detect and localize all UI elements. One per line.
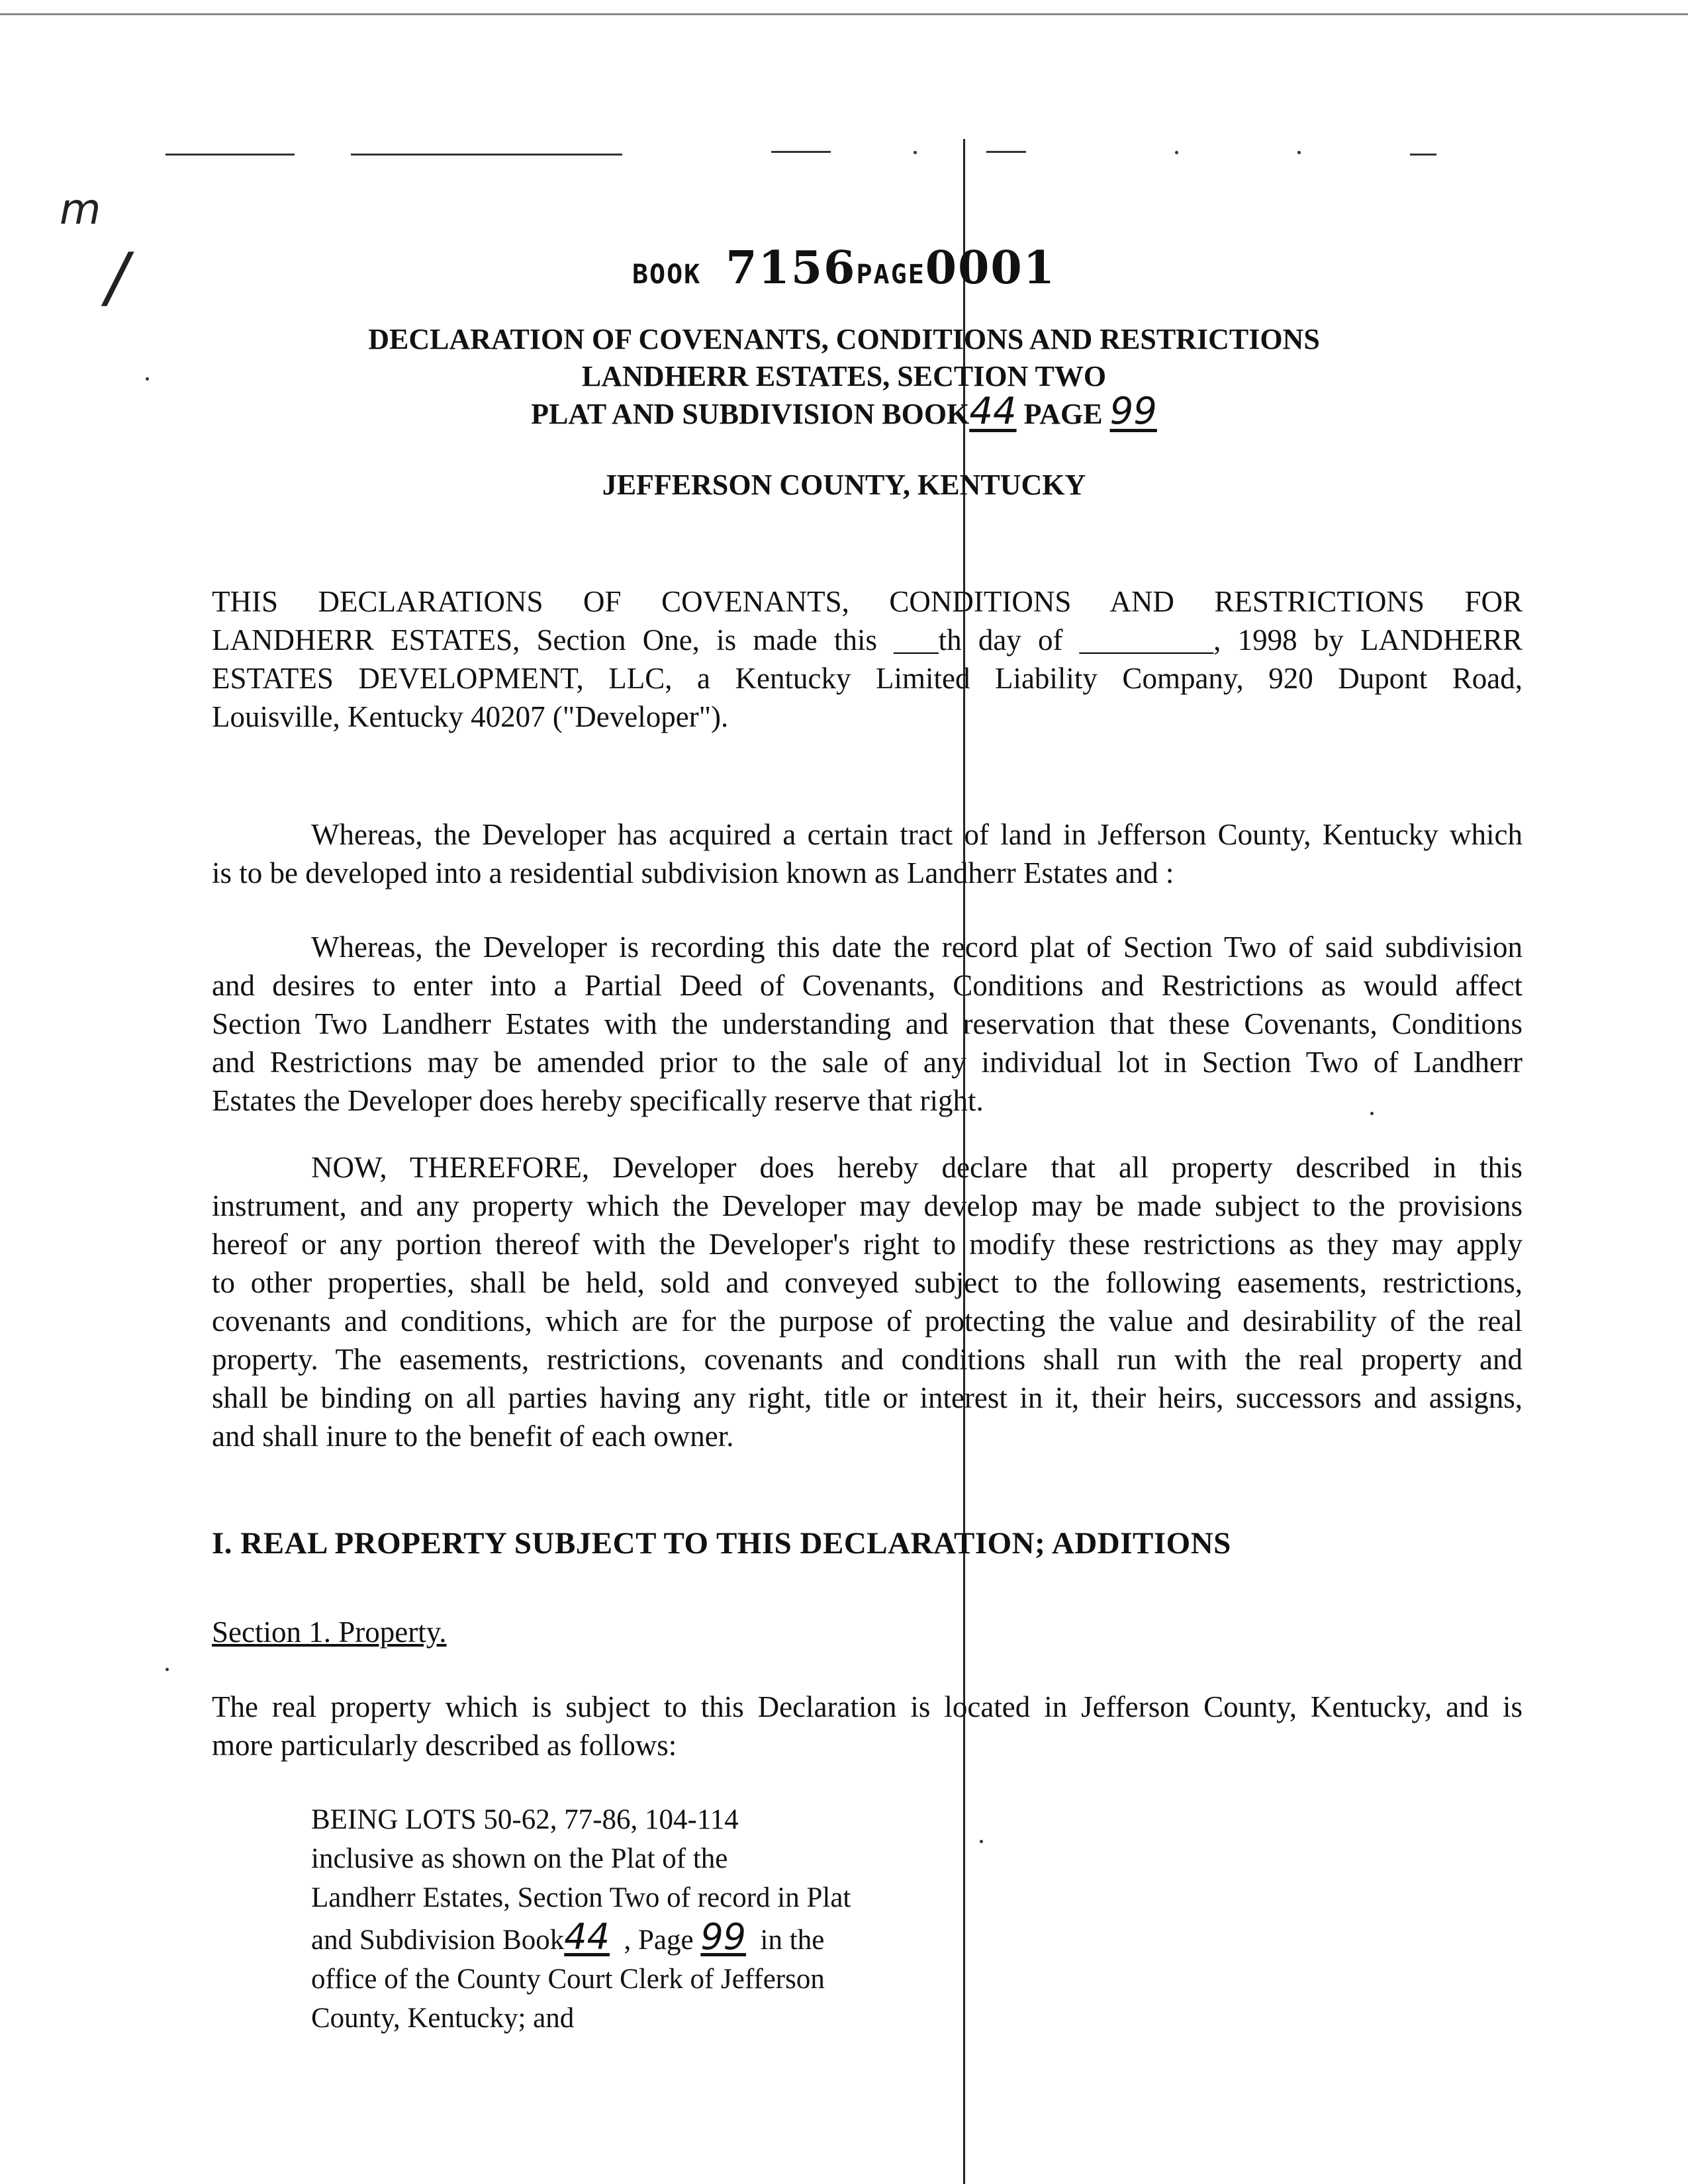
scan-top-edge [0,13,1688,15]
county-heading: JEFFERSON COUNTY, KENTUCKY [602,469,1086,501]
section-1-label: Section 1. Property. [212,1615,447,1649]
whereas1-line: Whereas, the Developer has acquired a certain tract of land in Jefferson County, Kentucky which [311,818,1523,851]
lots-tail: in the [760,1925,825,1956]
lots-description [311,1800,851,2038]
scan-speck [1297,151,1301,154]
scan-dash [165,154,295,156]
page-label: PAGE [856,259,925,290]
lots-page-number: 99 [700,1916,747,1958]
book-number: 7156 [726,242,857,295]
now-therefore-line: instrument, and any property which the Developer may develop may be made subject to the provisions [212,1189,1523,1222]
book-page-header [0,242,1688,295]
plat-book-label: PLAT AND SUBDIVISION BOOK [531,398,970,430]
section-1-line: The real property which is subject to this Declaration is located in Jefferson County, Kentucky, and is [212,1690,1523,1723]
margin-slash-mark: / [106,238,128,316]
lots-line: BEING LOTS 50-62, 77-86, 104-114 [311,1804,739,1835]
scan-speck [980,1840,983,1843]
lots-line: inclusive as shown on the Plat of the [311,1843,728,1874]
section-1-paragraph [212,1688,1523,1764]
intro-line: ESTATES DEVELOPMENT, LLC, a Kentucky Limited Liability Company, 920 Dupont Road, [212,662,1523,695]
now-therefore-line: property. The easements, restrictions, covenants and conditions shall run with the real property and [212,1343,1523,1376]
margin-initial-mark: m [60,185,101,234]
whereas2-line: Section Two Landherr Estates with the understanding and reservation that these Covenants, Conditions [212,1007,1523,1040]
lots-line: County, Kentucky; and [311,2003,575,2034]
lots-line: office of the County Court Clerk of Jefferson [311,1964,825,1995]
section-1-line: more particularly described as follows: [212,1729,677,1762]
whereas1-line: is to be developed into a residential subdivision known as Landherr Estates and : [212,856,1174,889]
intro-paragraph [212,582,1523,736]
title-line-3 [0,390,1688,433]
intro-line: THIS DECLARATIONS OF COVENANTS, CONDITIONS AND RESTRICTIONS FOR [212,585,1523,618]
now-therefore-line: to other properties, shall be held, sold and conveyed subject to the following easements, restrictions, [212,1266,1523,1299]
scan-speck [1175,151,1178,154]
now-therefore-paragraph [212,1148,1523,1455]
now-therefore-line: and shall inure to the benefit of each owner. [212,1420,734,1453]
lots-line: Landherr Estates, Section Two of record in Plat [311,1882,851,1913]
lots-book-label: and Subdivision Book [311,1925,565,1956]
scan-dash [351,154,622,156]
plat-book-number: 44 [969,390,1017,433]
lots-line [311,1917,851,1960]
book-label: BOOK [632,259,702,290]
intro-line: LANDHERR ESTATES, Section One, is made this ___th day of _________, 1998 by LANDHERR [212,623,1523,657]
scan-speck [165,1668,169,1671]
whereas2-line: and desires to enter into a Partial Deed of Covenants, Conditions and Restrictions as would affect [212,969,1523,1002]
lots-book-number: 44 [564,1916,610,1958]
whereas2-line: and Restrictions may be amended prior to the sale of any individual lot in Section Two of Landherr [212,1046,1523,1079]
now-therefore-line: NOW, THEREFORE, Developer does hereby declare that all property described in this [311,1151,1523,1184]
article-1-heading: I. REAL PROPERTY SUBJECT TO THIS DECLARATION; ADDITIONS [212,1526,1231,1561]
whereas2-line: Whereas, the Developer is recording this date the record plat of Section Two of said subdivision [311,931,1523,964]
title-line-2: LANDHERR ESTATES, SECTION TWO [581,360,1107,392]
whereas-paragraph-1 [212,815,1523,892]
intro-line: Louisville, Kentucky 40207 ("Developer"). [212,700,729,733]
scan-dash [771,151,831,153]
page-number: 0001 [925,242,1056,295]
plat-page-number: 99 [1109,390,1157,433]
now-therefore-line: shall be binding on all parties having any right, title or interest in it, their heirs, successors and assigns, [212,1381,1523,1414]
title-line-1: DECLARATION OF COVENANTS, CONDITIONS AND RESTRICTIONS [368,323,1320,355]
whereas-paragraph-2 [212,928,1523,1120]
scan-dash [1410,154,1436,156]
scan-dash [986,151,1026,153]
scan-speck [914,151,917,154]
whereas2-line: Estates the Developer does hereby specifically reserve that right. [212,1084,984,1117]
now-therefore-line: hereof or any portion thereof with the Developer's right to modify these restrictions as they may apply [212,1228,1523,1261]
plat-page-label: PAGE [1023,398,1103,430]
now-therefore-line: covenants and conditions, which are for the purpose of protecting the value and desirability of the real [212,1304,1523,1338]
lots-page-label: , Page [624,1925,694,1956]
